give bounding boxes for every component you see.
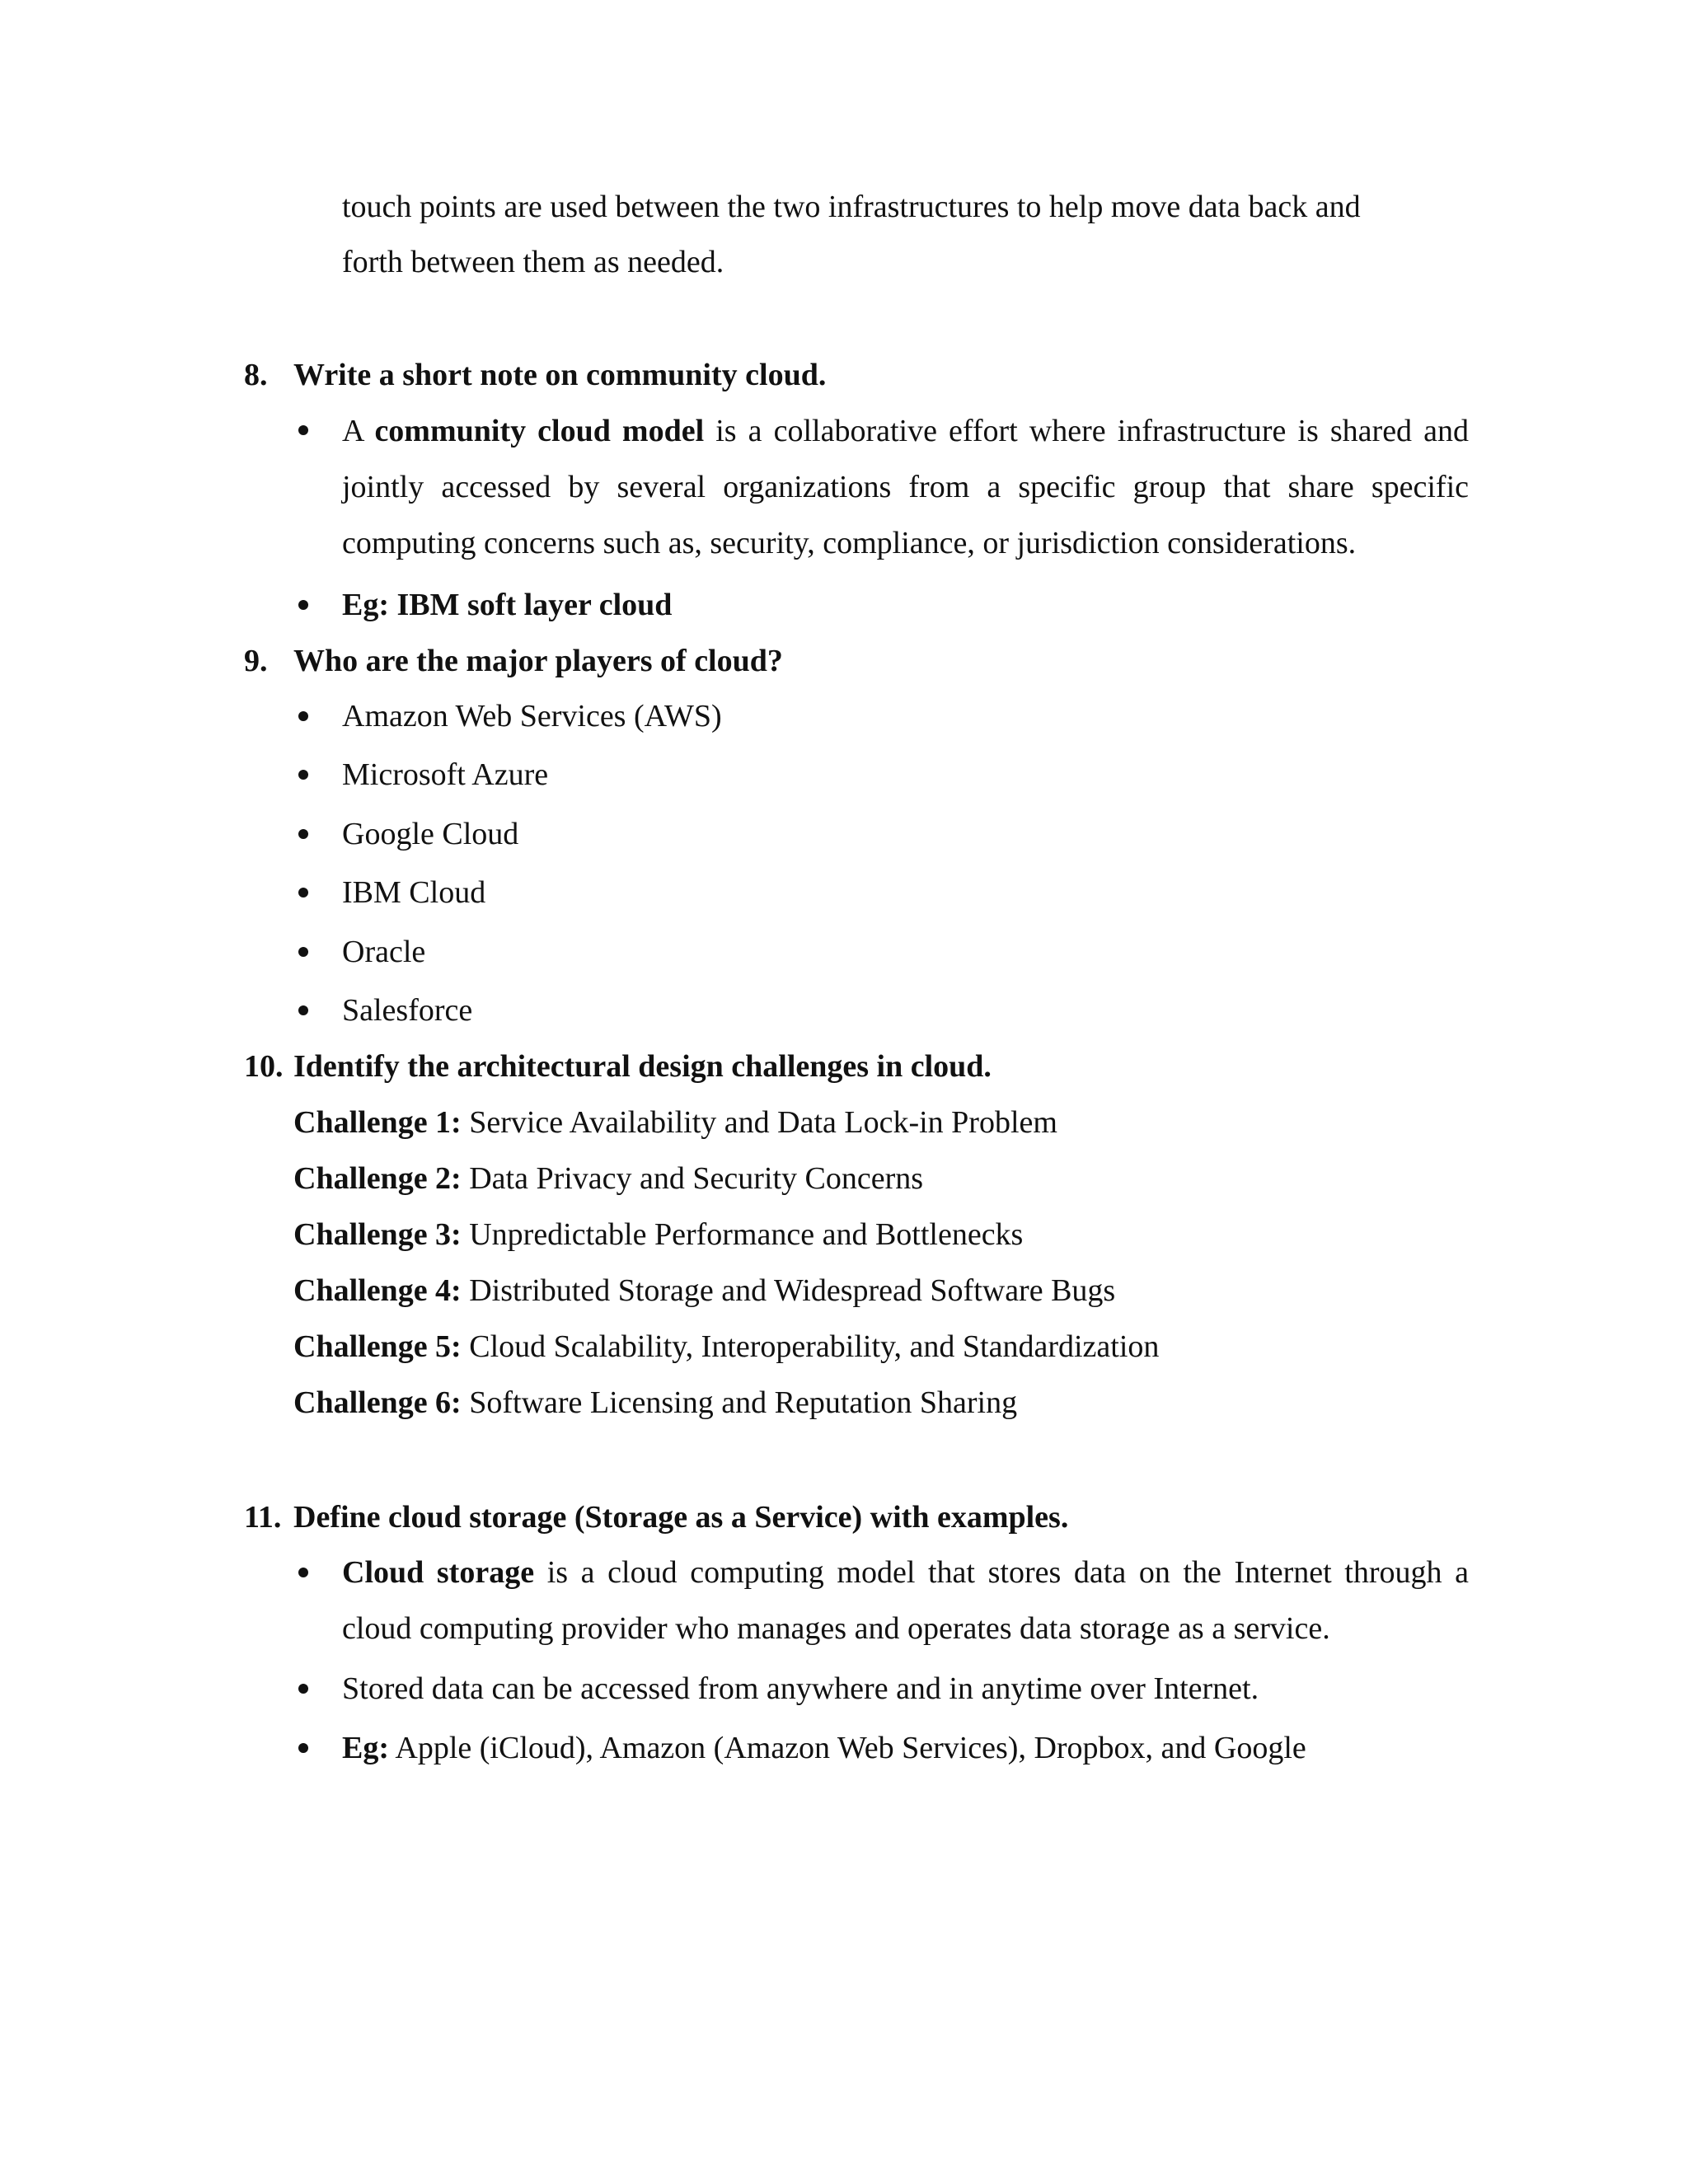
q8-bullet-1-line-3: computing concerns such as, security, compliance, or jurisdiction considerations. [342, 526, 1357, 560]
q8-question: Write a short note on community cloud. [293, 358, 827, 392]
player-item: Amazon Web Services (AWS) [342, 699, 722, 733]
challenge-item: Challenge 3: Unpredictable Performance and Bottlenecks [293, 1217, 1024, 1252]
challenge-item: Challenge 1: Service Availability and Data Lock-in Problem [293, 1105, 1057, 1140]
q11-bullet-1-line-2: cloud computing provider who manages and operates data storage as a service. [342, 1611, 1330, 1646]
player-item: Oracle [342, 935, 426, 969]
q8-number: 8. [244, 358, 268, 392]
challenge-item: Challenge 4: Distributed Storage and Widespread Software Bugs [293, 1273, 1116, 1308]
q10-question: Identify the architectural design challenges in cloud. [293, 1049, 992, 1084]
bullet-icon [298, 600, 308, 610]
q8-bullet-1-line-2: jointly accessed by several organizations from a specific group that share specific [342, 470, 1469, 504]
bullet-icon [298, 711, 308, 721]
bullet-icon [298, 947, 308, 957]
player-item: Microsoft Azure [342, 757, 549, 792]
q8-bullet-1-line-1: A community cloud model is a collaborative effort where infrastructure is shared and [342, 414, 1470, 448]
challenge-item: Challenge 6: Software Licensing and Reputation Sharing [293, 1385, 1018, 1420]
q11-bullet-3: Eg: Apple (iCloud), Amazon (Amazon Web Services), Dropbox, and Google [342, 1731, 1306, 1765]
bullet-icon [298, 1568, 308, 1577]
bullet-icon [298, 888, 308, 898]
bullet-icon [298, 1005, 308, 1015]
challenge-item: Challenge 5: Cloud Scalability, Interoperability, and Standardization [293, 1329, 1160, 1364]
q9-question: Who are the major players of cloud? [293, 644, 783, 678]
q11-bullet-1-line-1: Cloud storage is a cloud computing model that stores data on the Internet through a [342, 1555, 1469, 1590]
bullet-icon [298, 770, 308, 780]
q8-bullet-2: Eg: IBM soft layer cloud [342, 588, 673, 622]
player-item: Google Cloud [342, 817, 519, 851]
q10-number: 10. [244, 1049, 284, 1084]
bullet-icon [298, 829, 308, 839]
player-item: Salesforce [342, 993, 473, 1028]
q9-number: 9. [244, 644, 268, 678]
q11-number: 11. [244, 1500, 282, 1535]
intro-line-1: touch points are used between the two infrastructures to help move data back and [342, 190, 1361, 224]
player-item: IBM Cloud [342, 875, 486, 910]
bullet-icon [298, 1743, 308, 1753]
q11-bullet-2: Stored data can be accessed from anywhere and in anytime over Internet. [342, 1671, 1259, 1706]
bullet-icon [298, 1684, 308, 1694]
intro-line-2: forth between them as needed. [342, 245, 724, 279]
q8-term: community cloud model [374, 414, 705, 448]
q11-term: Cloud storage [342, 1555, 535, 1590]
q11-question: Define cloud storage (Storage as a Service) with examples. [293, 1500, 1069, 1535]
bullet-icon [298, 425, 308, 435]
challenge-item: Challenge 2: Data Privacy and Security Concerns [293, 1161, 924, 1196]
